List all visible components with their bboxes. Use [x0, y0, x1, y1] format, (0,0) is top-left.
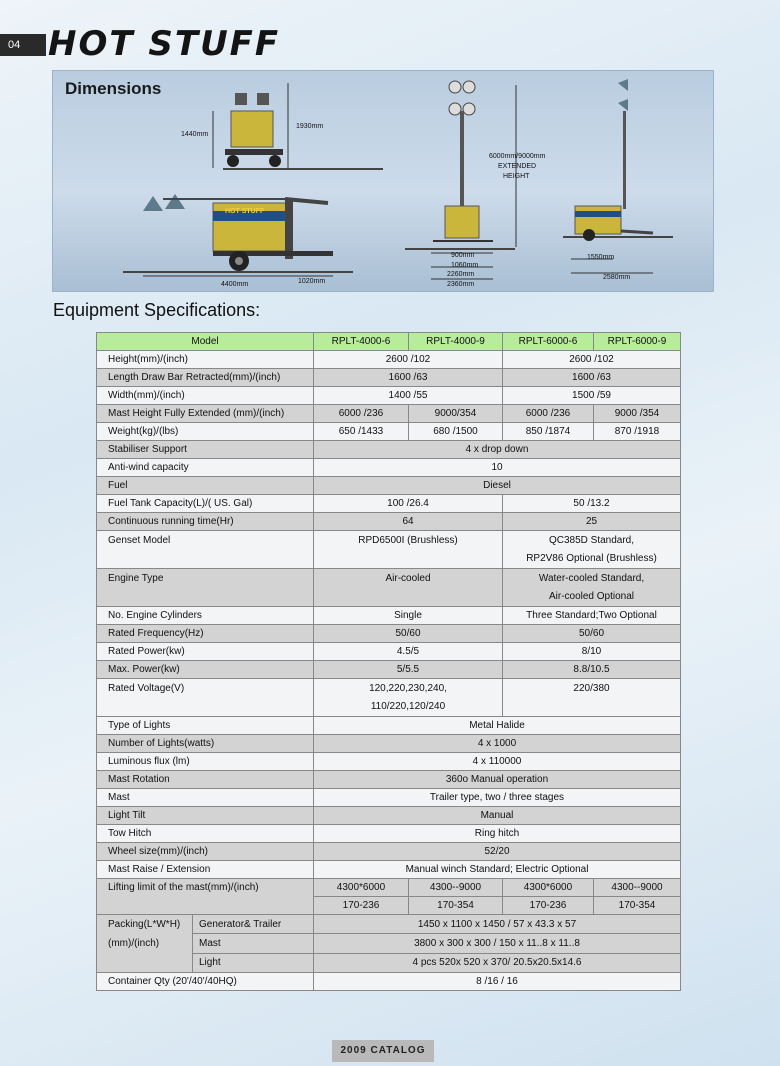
dim-4400: 4400mm — [221, 281, 249, 288]
table-row: Tow Hitch Ring hitch — [97, 825, 681, 843]
extended-mast-illustration — [405, 81, 516, 279]
table-row: Continuous running time(Hr) 64 25 — [97, 513, 681, 531]
brand-logo: HOT STUFF — [48, 24, 281, 64]
table-row: 170-236 170-354 170-236 170-354 — [97, 897, 681, 915]
table-row: Lifting limit of the mast(mm)/(inch) 4300*6000 4300--9000 4300*6000 4300--9000 — [97, 879, 681, 897]
header-model-4: RPLT-6000-9 — [594, 333, 681, 351]
catalog-footer: 2009 CATALOG — [332, 1040, 434, 1062]
table-header-row — [97, 333, 681, 351]
table-row: No. Engine Cylinders Single Three Standard;Two Optional — [97, 607, 681, 625]
table-row: Fuel Tank Capacity(L)/( US. Gal) 100 /26.4 50 /13.2 — [97, 495, 681, 513]
dim-900: 900mm — [451, 252, 475, 259]
header-model-2: RPLT-4000-9 — [409, 333, 503, 351]
table-row: Height(mm)/(inch) 2600 /102 2600 /102 — [97, 351, 681, 369]
dim-2260: 2260mm — [447, 271, 475, 278]
dim-1060: 1060mm — [451, 262, 479, 269]
table-row: Anti-wind capacity 10 — [97, 459, 681, 477]
dim-1930: 1930mm — [296, 123, 324, 130]
table-row: 4 pcs 520x 520 x 370/ 20.5x20.5x14.6 — [97, 953, 681, 972]
side-view-illustration — [123, 194, 353, 276]
dim-1550: 1550mm — [587, 254, 615, 261]
section-title: Equipment Specifications: — [53, 300, 261, 320]
table-row: Light Tilt Manual — [97, 807, 681, 825]
dim-1440: 1440mm — [181, 131, 209, 138]
page-number-tab — [0, 34, 46, 56]
table-row: Container Qty (20'/40'/40HQ) 8 /16 / 16 — [97, 973, 681, 991]
table-row: Mast Raise / Extension Manual winch Standard; Electric Optional — [97, 861, 681, 879]
side-mast-illustration — [563, 79, 673, 273]
spec-table — [96, 332, 681, 991]
dim-2360: 2360mm — [447, 281, 475, 288]
table-row: Max. Power(kw) 5/5.5 8.8/10.5 — [97, 661, 681, 679]
table-row: Packing(L*W*H) (mm)/(inch) Generator& Trailer Mast Light 1450 x 1100 x 1450 / 57 x 43.3 x 57 — [97, 915, 681, 934]
table-row: Rated Frequency(Hz) 50/60 50/60 — [97, 625, 681, 643]
table-row: Type of Lights Metal Halide — [97, 717, 681, 735]
figure-title: Dimensions — [65, 79, 162, 98]
table-row: Mast Trailer type, two / three stages — [97, 789, 681, 807]
header-model-1: RPLT-4000-6 — [314, 333, 409, 351]
table-row: Wheel size(mm)/(inch) 52/20 — [97, 843, 681, 861]
dim-mast-line2: EXTENDED — [498, 163, 537, 170]
dimensions-figure — [52, 70, 714, 292]
dim-2580: 2580mm — [603, 274, 631, 281]
table-row: Rated Voltage(V) 120,220,230,240, 110/220,120/240 220/380 — [97, 679, 681, 717]
dim-mast-line3: HEIGHT — [503, 173, 530, 180]
table-row: Luminous flux (lm) 4 x 110000 — [97, 753, 681, 771]
table-row: Fuel Diesel — [97, 477, 681, 495]
machine-brand: HOT STUFF — [225, 208, 265, 215]
dim-mast-line1: 6000mm/9000mm — [489, 153, 546, 160]
table-row: Number of Lights(watts) 4 x 1000 — [97, 735, 681, 753]
table-row: Genset Model RPD6500I (Brushless) QC385D Standard, RP2V86 Optional (Brushless) — [97, 531, 681, 569]
table-row: Mast Height Fully Extended (mm)/(inch) 6000 /236 9000/354 6000 /236 9000 /354 — [97, 405, 681, 423]
header-model-3: RPLT-6000-6 — [503, 333, 594, 351]
table-row: Engine Type Air-cooled Water-cooled Standard, Air-cooled Optional — [97, 569, 681, 607]
table-row: 3800 x 300 x 300 / 150 x 11..8 x 11..8 — [97, 934, 681, 953]
dim-1020: 1020mm — [298, 278, 326, 285]
table-row: Width(mm)/(inch) 1400 /55 1500 /59 — [97, 387, 681, 405]
page-number: 04 — [8, 39, 21, 51]
table-row: Rated Power(kw) 4.5/5 8/10 — [97, 643, 681, 661]
table-row: Mast Rotation 360o Manual operation — [97, 771, 681, 789]
header-model: Model — [97, 333, 314, 351]
table-row: Stabiliser Support 4 x drop down — [97, 441, 681, 459]
packing-subtable: Packing(L*W*H) (mm)/(inch) Generator& Trailer Mast Light — [97, 915, 313, 972]
table-row: Length Draw Bar Retracted(mm)/(inch) 1600 /63 1600 /63 — [97, 369, 681, 387]
table-row: Weight(kg)/(lbs) 650 /1433 680 /1500 850 /1874 870 /1918 — [97, 423, 681, 441]
